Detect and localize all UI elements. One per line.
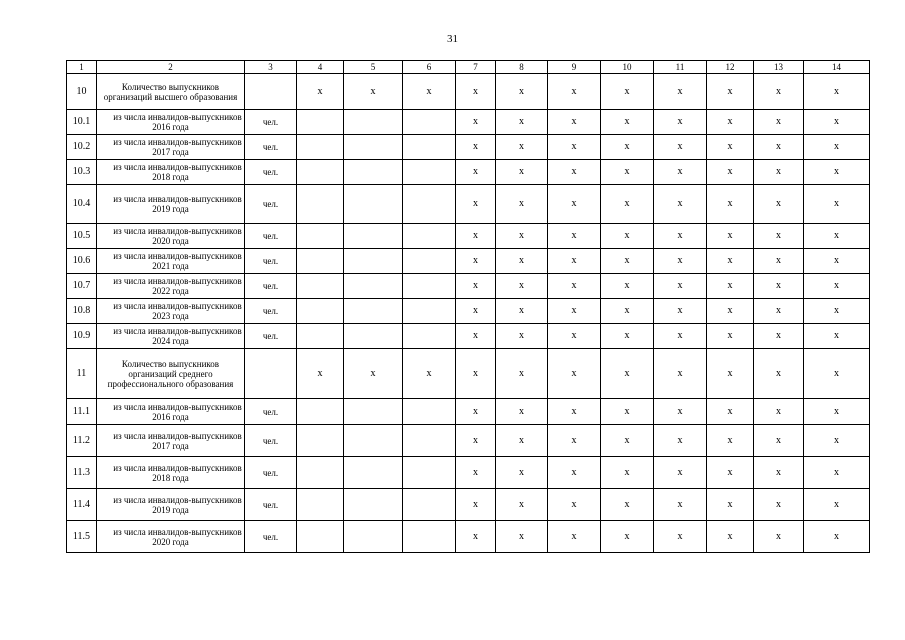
row-unit-cell: чел. bbox=[245, 249, 297, 274]
mark-cell bbox=[403, 521, 456, 553]
mark-cell: x bbox=[754, 224, 804, 249]
mark-cell: x bbox=[654, 135, 707, 160]
mark-cell bbox=[344, 249, 403, 274]
mark-cell: x bbox=[456, 74, 496, 110]
row-number-cell: 11.4 bbox=[67, 489, 97, 521]
row-description-text: из числа инвалидов-выпускников 2023 года bbox=[113, 301, 242, 321]
row-description-text: из числа инвалидов-выпускников 2020 года bbox=[113, 226, 242, 246]
mark-cell: x bbox=[707, 249, 754, 274]
mark-cell: x bbox=[754, 349, 804, 399]
mark-cell: x bbox=[804, 274, 870, 299]
mark-cell: x bbox=[496, 185, 548, 224]
row-number-cell: 10.3 bbox=[67, 160, 97, 185]
mark-cell: x bbox=[707, 110, 754, 135]
column-number-row bbox=[67, 61, 870, 74]
mark-cell bbox=[403, 299, 456, 324]
mark-cell bbox=[297, 457, 344, 489]
mark-cell bbox=[403, 224, 456, 249]
table-row bbox=[67, 110, 870, 135]
table-row bbox=[67, 425, 870, 457]
mark-cell: x bbox=[804, 457, 870, 489]
row-unit-cell: чел. bbox=[245, 135, 297, 160]
mark-cell: x bbox=[548, 274, 601, 299]
mark-cell: x bbox=[548, 110, 601, 135]
mark-cell: x bbox=[496, 457, 548, 489]
mark-cell bbox=[344, 425, 403, 457]
mark-cell: x bbox=[496, 249, 548, 274]
mark-cell: x bbox=[456, 489, 496, 521]
column-header: 10 bbox=[601, 61, 654, 74]
mark-cell: x bbox=[456, 349, 496, 399]
mark-cell: x bbox=[548, 324, 601, 349]
mark-cell: x bbox=[601, 135, 654, 160]
mark-cell bbox=[403, 274, 456, 299]
mark-cell: x bbox=[456, 299, 496, 324]
mark-cell bbox=[297, 399, 344, 425]
mark-cell bbox=[344, 521, 403, 553]
row-unit-cell: чел. bbox=[245, 160, 297, 185]
mark-cell: x bbox=[496, 425, 548, 457]
mark-cell: x bbox=[496, 274, 548, 299]
mark-cell bbox=[297, 160, 344, 185]
mark-cell: x bbox=[601, 160, 654, 185]
mark-cell: x bbox=[548, 425, 601, 457]
mark-cell bbox=[344, 489, 403, 521]
mark-cell: x bbox=[601, 110, 654, 135]
row-description-text: из числа инвалидов-выпускников 2018 года bbox=[113, 162, 242, 182]
mark-cell bbox=[403, 160, 456, 185]
mark-cell: x bbox=[548, 224, 601, 249]
mark-cell: x bbox=[496, 160, 548, 185]
mark-cell: x bbox=[496, 299, 548, 324]
row-unit-cell: чел. bbox=[245, 489, 297, 521]
mark-cell: x bbox=[548, 299, 601, 324]
mark-cell: x bbox=[804, 349, 870, 399]
mark-cell: x bbox=[707, 349, 754, 399]
mark-cell bbox=[344, 324, 403, 349]
table-row bbox=[67, 457, 870, 489]
mark-cell: x bbox=[707, 457, 754, 489]
mark-cell bbox=[344, 110, 403, 135]
mark-cell: x bbox=[654, 249, 707, 274]
row-description-cell bbox=[97, 160, 245, 185]
column-header: 3 bbox=[245, 61, 297, 74]
mark-cell: x bbox=[456, 457, 496, 489]
mark-cell: x bbox=[456, 224, 496, 249]
column-header: 6 bbox=[403, 61, 456, 74]
mark-cell: x bbox=[754, 425, 804, 457]
row-unit-cell bbox=[245, 74, 297, 110]
mark-cell: x bbox=[754, 160, 804, 185]
column-header: 9 bbox=[548, 61, 601, 74]
mark-cell: x bbox=[707, 160, 754, 185]
mark-cell bbox=[403, 249, 456, 274]
row-unit-cell: чел. bbox=[245, 425, 297, 457]
mark-cell: x bbox=[456, 249, 496, 274]
row-unit-cell: чел. bbox=[245, 399, 297, 425]
table-row bbox=[67, 324, 870, 349]
row-description-cell bbox=[97, 521, 245, 553]
mark-cell: x bbox=[707, 299, 754, 324]
mark-cell: x bbox=[654, 299, 707, 324]
mark-cell: x bbox=[754, 399, 804, 425]
row-description-cell bbox=[97, 135, 245, 160]
mark-cell: x bbox=[754, 274, 804, 299]
mark-cell: x bbox=[456, 185, 496, 224]
row-description-cell bbox=[97, 299, 245, 324]
mark-cell: x bbox=[456, 135, 496, 160]
row-description-text: из числа инвалидов-выпускников 2022 года bbox=[113, 276, 242, 296]
mark-cell: x bbox=[601, 489, 654, 521]
mark-cell: x bbox=[496, 489, 548, 521]
column-header: 14 bbox=[804, 61, 870, 74]
column-header: 1 bbox=[67, 61, 97, 74]
mark-cell: x bbox=[804, 324, 870, 349]
mark-cell bbox=[297, 274, 344, 299]
mark-cell: x bbox=[707, 135, 754, 160]
mark-cell: x bbox=[496, 521, 548, 553]
mark-cell: x bbox=[601, 74, 654, 110]
mark-cell: x bbox=[548, 349, 601, 399]
mark-cell bbox=[403, 489, 456, 521]
row-number-cell: 10.9 bbox=[67, 324, 97, 349]
mark-cell: x bbox=[548, 489, 601, 521]
mark-cell: x bbox=[548, 457, 601, 489]
row-number-cell: 10.8 bbox=[67, 299, 97, 324]
mark-cell: x bbox=[601, 185, 654, 224]
row-number-cell: 11.3 bbox=[67, 457, 97, 489]
mark-cell: x bbox=[601, 349, 654, 399]
mark-cell: x bbox=[456, 324, 496, 349]
mark-cell bbox=[297, 185, 344, 224]
row-description-text: из числа инвалидов-выпускников 2017 года bbox=[113, 430, 242, 451]
table-row bbox=[67, 185, 870, 224]
mark-cell bbox=[403, 185, 456, 224]
row-unit-cell: чел. bbox=[245, 110, 297, 135]
row-number-cell: 11.1 bbox=[67, 399, 97, 425]
table-row bbox=[67, 349, 870, 399]
column-header: 13 bbox=[754, 61, 804, 74]
mark-cell: x bbox=[601, 224, 654, 249]
mark-cell: x bbox=[754, 249, 804, 274]
row-description-cell bbox=[97, 185, 245, 224]
column-header: 12 bbox=[707, 61, 754, 74]
row-description-cell bbox=[97, 489, 245, 521]
mark-cell: x bbox=[548, 185, 601, 224]
table-row bbox=[67, 224, 870, 249]
row-description-cell bbox=[97, 110, 245, 135]
page-number: 31 bbox=[447, 33, 458, 45]
mark-cell bbox=[403, 324, 456, 349]
row-description-text: из числа инвалидов-выпускников 2019 года bbox=[113, 494, 242, 515]
row-description-cell bbox=[97, 425, 245, 457]
mark-cell bbox=[297, 299, 344, 324]
mark-cell: x bbox=[456, 521, 496, 553]
table-row bbox=[67, 160, 870, 185]
mark-cell bbox=[403, 135, 456, 160]
row-number-cell: 10.5 bbox=[67, 224, 97, 249]
mark-cell bbox=[403, 425, 456, 457]
mark-cell: x bbox=[403, 349, 456, 399]
mark-cell: x bbox=[344, 74, 403, 110]
mark-cell bbox=[344, 299, 403, 324]
row-description-text: из числа инвалидов-выпускников 2018 года bbox=[113, 462, 242, 483]
row-number-cell: 11.2 bbox=[67, 425, 97, 457]
mark-cell: x bbox=[654, 224, 707, 249]
mark-cell: x bbox=[601, 457, 654, 489]
row-number-cell: 10.4 bbox=[67, 185, 97, 224]
mark-cell: x bbox=[804, 160, 870, 185]
mark-cell: x bbox=[297, 349, 344, 399]
mark-cell: x bbox=[548, 135, 601, 160]
statistics-table bbox=[66, 60, 870, 553]
mark-cell bbox=[297, 224, 344, 249]
mark-cell bbox=[344, 274, 403, 299]
row-description-cell bbox=[97, 249, 245, 274]
mark-cell: x bbox=[601, 399, 654, 425]
mark-cell: x bbox=[804, 224, 870, 249]
row-description-cell bbox=[97, 457, 245, 489]
mark-cell: x bbox=[654, 521, 707, 553]
row-description-cell bbox=[97, 324, 245, 349]
mark-cell: x bbox=[754, 185, 804, 224]
mark-cell bbox=[344, 185, 403, 224]
mark-cell bbox=[403, 110, 456, 135]
mark-cell: x bbox=[496, 74, 548, 110]
mark-cell: x bbox=[601, 324, 654, 349]
table-row bbox=[67, 274, 870, 299]
row-description-cell bbox=[97, 74, 245, 110]
mark-cell: x bbox=[707, 324, 754, 349]
mark-cell bbox=[297, 425, 344, 457]
row-unit-cell: чел. bbox=[245, 224, 297, 249]
row-number-cell: 11.5 bbox=[67, 521, 97, 553]
mark-cell bbox=[403, 457, 456, 489]
mark-cell: x bbox=[754, 299, 804, 324]
mark-cell: x bbox=[804, 110, 870, 135]
row-description-cell bbox=[97, 349, 245, 399]
table-row bbox=[67, 135, 870, 160]
row-description-text: из числа инвалидов-выпускников 2016 года bbox=[113, 112, 242, 132]
mark-cell: x bbox=[804, 135, 870, 160]
mark-cell: x bbox=[548, 399, 601, 425]
mark-cell bbox=[297, 489, 344, 521]
row-number-cell: 10 bbox=[67, 74, 97, 110]
mark-cell bbox=[344, 457, 403, 489]
mark-cell: x bbox=[496, 349, 548, 399]
table-row bbox=[67, 399, 870, 425]
mark-cell: x bbox=[654, 185, 707, 224]
row-unit-cell: чел. bbox=[245, 521, 297, 553]
table-row bbox=[67, 249, 870, 274]
table-row bbox=[67, 521, 870, 553]
mark-cell: x bbox=[707, 399, 754, 425]
mark-cell: x bbox=[804, 74, 870, 110]
row-description-text: из числа инвалидов-выпускников 2024 года bbox=[113, 326, 242, 346]
mark-cell: x bbox=[601, 521, 654, 553]
mark-cell: x bbox=[654, 457, 707, 489]
mark-cell: x bbox=[601, 425, 654, 457]
mark-cell: x bbox=[654, 110, 707, 135]
column-header: 11 bbox=[654, 61, 707, 74]
row-description-cell bbox=[97, 274, 245, 299]
mark-cell bbox=[297, 135, 344, 160]
mark-cell bbox=[344, 135, 403, 160]
mark-cell: x bbox=[548, 249, 601, 274]
mark-cell: x bbox=[804, 489, 870, 521]
row-description-text: из числа инвалидов-выпускников 2017 года bbox=[113, 137, 242, 157]
mark-cell: x bbox=[707, 274, 754, 299]
mark-cell: x bbox=[654, 274, 707, 299]
mark-cell bbox=[344, 224, 403, 249]
mark-cell: x bbox=[804, 399, 870, 425]
row-description-text: из числа инвалидов-выпускников 2016 года bbox=[113, 401, 242, 422]
column-header: 8 bbox=[496, 61, 548, 74]
row-description-text: из числа инвалидов-выпускников 2019 года bbox=[113, 194, 242, 214]
mark-cell: x bbox=[804, 185, 870, 224]
column-header: 7 bbox=[456, 61, 496, 74]
row-number-cell: 10.1 bbox=[67, 110, 97, 135]
mark-cell: x bbox=[456, 425, 496, 457]
mark-cell bbox=[297, 521, 344, 553]
mark-cell: x bbox=[754, 135, 804, 160]
mark-cell: x bbox=[804, 521, 870, 553]
mark-cell: x bbox=[754, 74, 804, 110]
mark-cell: x bbox=[654, 160, 707, 185]
mark-cell: x bbox=[456, 274, 496, 299]
mark-cell: x bbox=[707, 425, 754, 457]
mark-cell: x bbox=[654, 489, 707, 521]
mark-cell: x bbox=[456, 160, 496, 185]
mark-cell bbox=[344, 160, 403, 185]
mark-cell: x bbox=[654, 399, 707, 425]
mark-cell: x bbox=[548, 160, 601, 185]
row-description-text: Количество выпускников организаций высшего образования bbox=[103, 81, 238, 102]
mark-cell: x bbox=[403, 74, 456, 110]
mark-cell: x bbox=[548, 521, 601, 553]
column-header: 4 bbox=[297, 61, 344, 74]
row-number-cell: 11 bbox=[67, 349, 97, 399]
row-unit-cell: чел. bbox=[245, 274, 297, 299]
row-number-cell: 10.7 bbox=[67, 274, 97, 299]
row-unit-cell bbox=[245, 349, 297, 399]
table-body bbox=[67, 74, 870, 553]
mark-cell: x bbox=[654, 324, 707, 349]
mark-cell: x bbox=[496, 135, 548, 160]
mark-cell: x bbox=[456, 110, 496, 135]
mark-cell bbox=[297, 249, 344, 274]
mark-cell: x bbox=[601, 274, 654, 299]
mark-cell: x bbox=[707, 74, 754, 110]
mark-cell: x bbox=[496, 399, 548, 425]
mark-cell: x bbox=[754, 110, 804, 135]
row-number-cell: 10.2 bbox=[67, 135, 97, 160]
row-description-cell bbox=[97, 224, 245, 249]
row-description-cell bbox=[97, 399, 245, 425]
mark-cell: x bbox=[654, 74, 707, 110]
row-unit-cell: чел. bbox=[245, 324, 297, 349]
column-header: 2 bbox=[97, 61, 245, 74]
mark-cell: x bbox=[754, 521, 804, 553]
table-row bbox=[67, 489, 870, 521]
mark-cell: x bbox=[754, 457, 804, 489]
row-description-text: Количество выпускников организаций среднего профессионального образования bbox=[107, 358, 234, 389]
mark-cell: x bbox=[456, 399, 496, 425]
mark-cell: x bbox=[297, 74, 344, 110]
mark-cell: x bbox=[754, 324, 804, 349]
row-unit-cell: чел. bbox=[245, 185, 297, 224]
mark-cell: x bbox=[496, 324, 548, 349]
column-header: 5 bbox=[344, 61, 403, 74]
mark-cell: x bbox=[548, 74, 601, 110]
mark-cell: x bbox=[344, 349, 403, 399]
mark-cell: x bbox=[804, 425, 870, 457]
mark-cell: x bbox=[496, 110, 548, 135]
mark-cell: x bbox=[707, 224, 754, 249]
mark-cell: x bbox=[804, 249, 870, 274]
row-description-text: из числа инвалидов-выпускников 2021 года bbox=[113, 251, 242, 271]
row-number-cell: 10.6 bbox=[67, 249, 97, 274]
table-row bbox=[67, 299, 870, 324]
mark-cell: x bbox=[707, 521, 754, 553]
table-row bbox=[67, 74, 870, 110]
mark-cell: x bbox=[707, 489, 754, 521]
row-unit-cell: чел. bbox=[245, 299, 297, 324]
mark-cell bbox=[297, 324, 344, 349]
mark-cell: x bbox=[754, 489, 804, 521]
row-description-text: из числа инвалидов-выпускников 2020 года bbox=[113, 526, 242, 547]
mark-cell: x bbox=[601, 249, 654, 274]
mark-cell bbox=[344, 399, 403, 425]
mark-cell: x bbox=[804, 299, 870, 324]
mark-cell bbox=[403, 399, 456, 425]
mark-cell: x bbox=[707, 185, 754, 224]
mark-cell: x bbox=[601, 299, 654, 324]
mark-cell bbox=[297, 110, 344, 135]
mark-cell: x bbox=[496, 224, 548, 249]
row-unit-cell: чел. bbox=[245, 457, 297, 489]
mark-cell: x bbox=[654, 349, 707, 399]
mark-cell: x bbox=[654, 425, 707, 457]
